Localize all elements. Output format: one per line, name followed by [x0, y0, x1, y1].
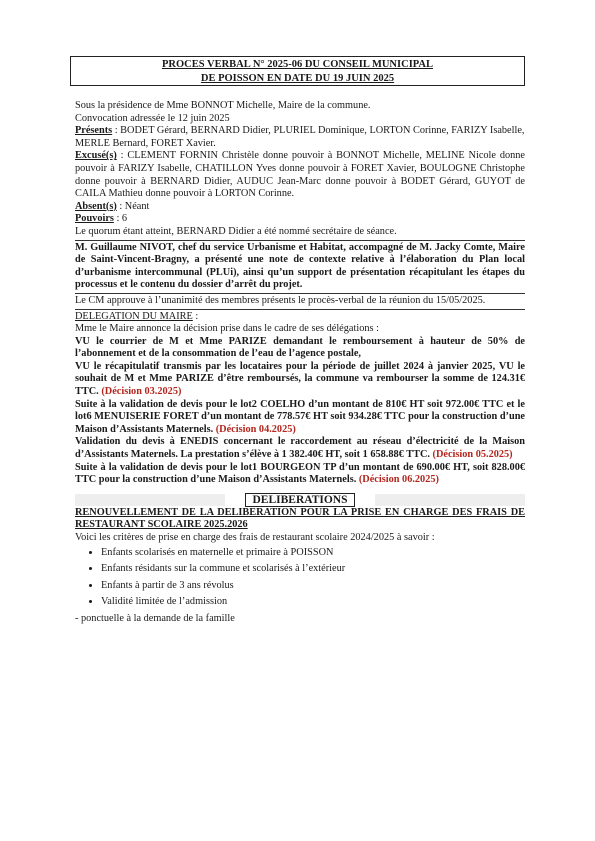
delegation-item-3 [75, 399, 525, 437]
delegation-heading [75, 311, 525, 324]
pouvoirs-text: : 6 [113, 213, 128, 225]
delegation-title: DELEGATION DU MAIRE [75, 310, 193, 322]
scan-artifact [375, 494, 525, 506]
criteria-last-line: - ponctuelle à la demande de la famille [75, 612, 235, 624]
absents-text: : Néant [116, 200, 150, 212]
pouvoirs-label: Pouvoirs [75, 213, 114, 225]
delegation-title-suffix: : [192, 310, 199, 322]
deliberation-subject: RENOUVELLEMENT DE LA DELIBERATION POUR LA PRISE EN CHARGE DES FRAIS DE RESTAURANT SCOLAIRE 2025.2026 [75, 506, 525, 531]
decision-ref-03: (Décision 03.2025) [101, 386, 182, 398]
delegation-item-4 [75, 436, 525, 461]
decision-ref-04: (Décision 04.2025) [215, 423, 296, 435]
delegation-item-5-text: Suite à la validation de devis pour le lot1 BOURGEON TP d’un montant de 690.00€ HT, soit 828.00€ TTC pour la construction d’une Maison d’Assistants Maternels. [75, 461, 525, 486]
delegation-item-4-text: Validation du devis à ENEDIS concernant le raccordement au réseau d’électricité de la Maison d’Assistants Maternels. La prestation s’élève à 1 382.40€ HT, soit 1 658.88€ TTC. [75, 436, 525, 461]
decision-ref-05: (Décision 05.2025) [432, 449, 513, 461]
presents-paragraph [75, 125, 525, 150]
title-line-2: DE POISSON EN DATE DU 19 JUIN 2025 [200, 73, 395, 84]
pouvoirs-line [75, 213, 525, 226]
excuses-label: Excusé(s) [75, 150, 117, 162]
list-item: • Enfants résidants sur la commune et scolarisés à l’extérieur [101, 563, 525, 576]
pv-approval: Le CM approuve à l’unanimité des membres présents le procès-verbal de la réunion du 15/05/2025. [75, 294, 486, 306]
presidence-line: Sous la présidence de Mme BONNOT Michelle, Maire de la commune. [75, 100, 371, 111]
delegation-item-2-text: VU le récapitulatif transmis par les locataires pour la période de juillet 2024 à janvier 2025, VU le souhait de M et Mme PARIZE d’être remboursés, la commune va rembourser la somme de 124.31€ TTC. [75, 360, 525, 398]
decision-ref-06: (Décision 06.2025) [358, 474, 439, 486]
delegation-intro: Mme le Maire annonce la décision prise dans le cadre de ses délégations : [75, 323, 379, 335]
plui-presentation: M. Guillaume NIVOT, chef du service Urbanisme et Habitat, accompagné de M. Jacky Comte, Maire de Saint-Vincent-Bragny, a présenté une note de contexte relative à l’élaboration du Plan local d’urbanisme intercommunal (PLUi), ainsi qu’un support de présentation récapitulant les étapes du processus et le contenu du dossier d’arrêt du projet. [75, 241, 525, 291]
convocation-line: Convocation adressée le 12 juin 2025 [75, 112, 230, 124]
criteria-intro: Voici les critères de prise en charge des frais de restaurant scolaire 2024/2025 à savoir : [75, 532, 435, 543]
list-item: • Enfants à partir de 3 ans révolus [101, 580, 525, 593]
document-body [75, 100, 525, 626]
title-line-1: PROCES VERBAL N° 2025-06 DU CONSEIL MUNICIPAL [161, 59, 433, 70]
absents-label: Absent(s) [75, 200, 117, 212]
quorum-line: Le quorum étant atteint, BERNARD Didier a été nommé secrétaire de séance. [75, 225, 397, 237]
criteria-list [75, 547, 525, 609]
divider [75, 240, 525, 241]
presents-text: : BODET Gérard, BERNARD Didier, PLURIEL Dominique, LORTON Corinne, FARIZY Isabelle, MERLE Bernard, FORET Xavier. [75, 125, 525, 149]
excuses-paragraph [75, 150, 525, 200]
excuses-text: : CLEMENT FORNIN Christèle donne pouvoir à BONNOT Michelle, MELINE Nicole donne pouvoir à FARIZY Isabelle, CHATILLON Yves donne pouvoir à FORET Xavier, BOULOGNE Christophe donne pouvoir à BERNARD Didier, AUDUC Jean-Marc donne pouvoir à BODET Gérard, GUYOT de CAILA Mathieu donne pouvoir à LORTON Corinne. [75, 150, 525, 200]
deliberations-header [75, 493, 525, 507]
divider [75, 293, 525, 294]
delegation-item-1: VU le courrier de M et Mme PARIZE demandant le remboursement à hauteur de 50% de l’abonnement et de la consommation de l’eau de l’agence postale, [75, 335, 525, 360]
delegation-item-5 [75, 462, 525, 487]
scan-artifact [75, 494, 225, 506]
delegation-item-2 [75, 361, 525, 399]
absents-line [75, 201, 525, 214]
deliberations-title: DELIBERATIONS [245, 493, 355, 507]
proces-verbal-title [70, 56, 525, 86]
delegation-item-3-text: Suite à la validation de devis pour le lot2 COELHO d’un montant de 810€ HT soit 972.00€ TTC et le lot6 MENUISERIE FORET d’un montant de 778.57€ HT soit 934.28€ TTC pour la construction d’une Maison d’Assistants Maternels. [75, 398, 525, 435]
divider [75, 309, 525, 310]
list-item: • Validité limitée de l’admission [101, 596, 525, 609]
presents-label: Présents [75, 125, 113, 137]
list-item: • Enfants scolarisés en maternelle et primaire à POISSON [101, 547, 525, 560]
